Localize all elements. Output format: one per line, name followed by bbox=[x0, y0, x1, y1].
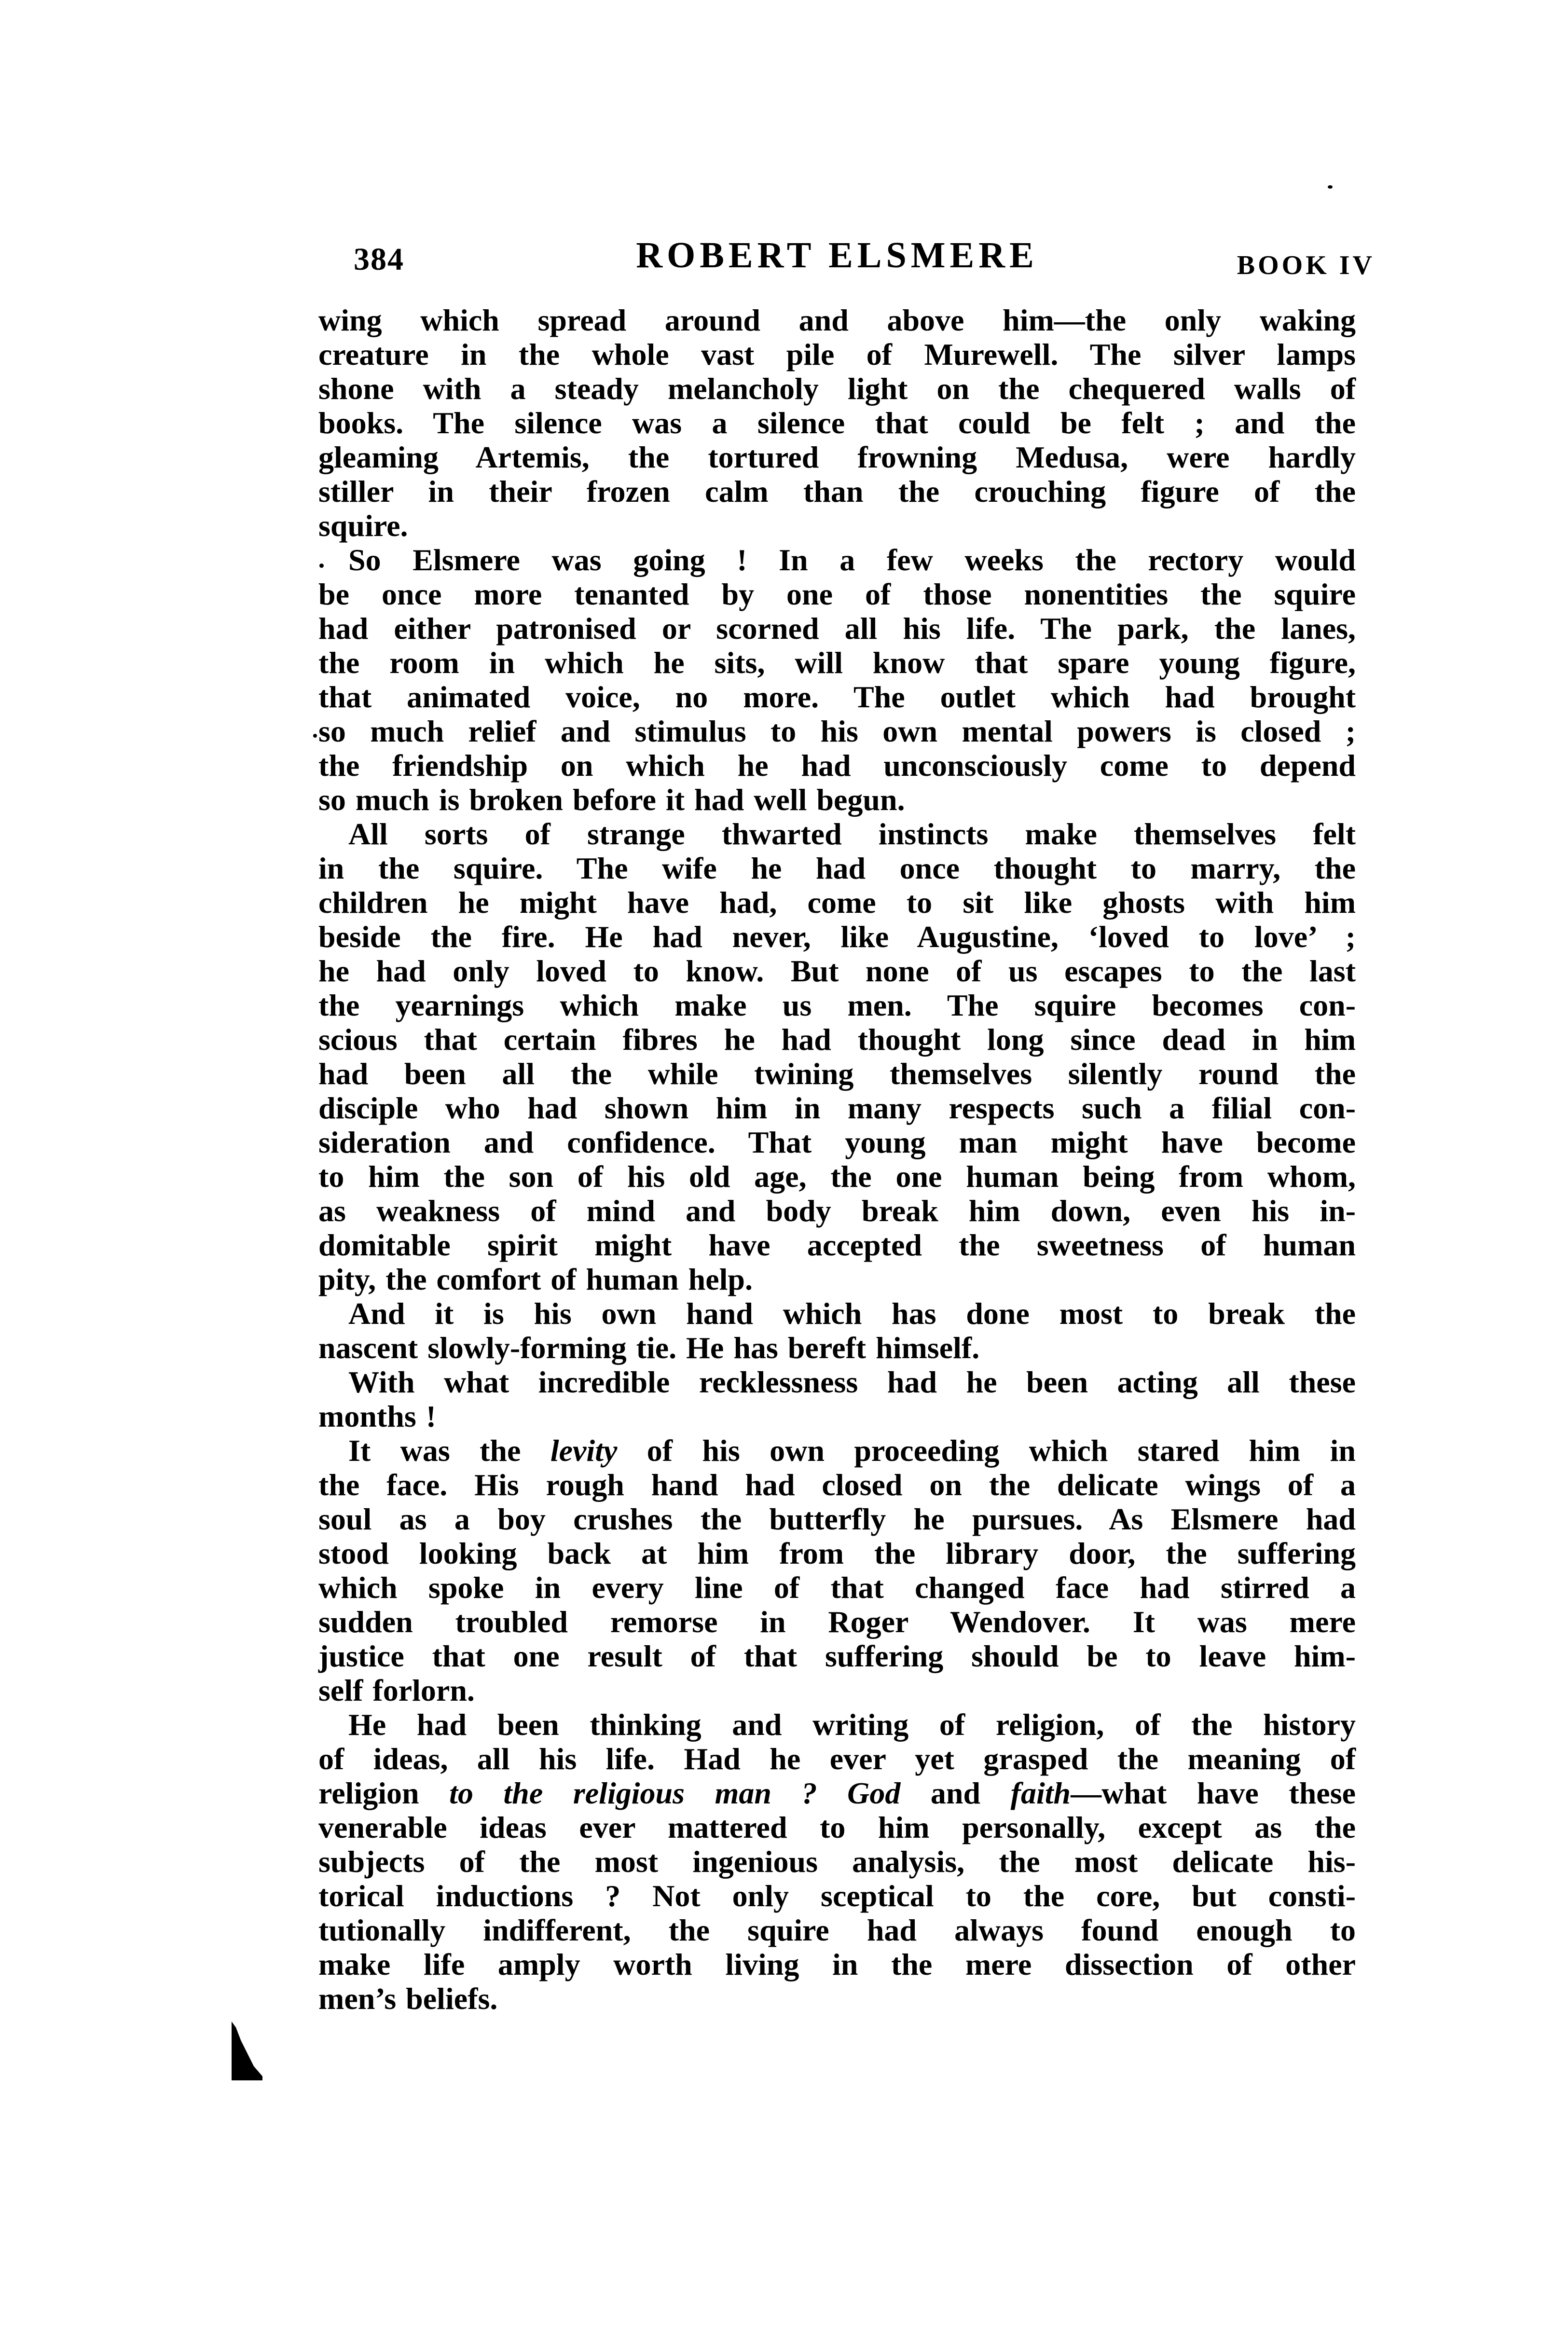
text-line bbox=[318, 1091, 1356, 1125]
text-segment: beside the fire. He had never, like Augustine, ‘loved to love’ ; bbox=[318, 920, 1356, 954]
text-line bbox=[318, 646, 1356, 680]
text-segment: the room in which he sits, will know that spare young figure, bbox=[318, 646, 1356, 680]
text-line bbox=[318, 1879, 1356, 1913]
text-segment: He had been thinking and writing of religion, of the history bbox=[348, 1707, 1356, 1742]
text-line bbox=[318, 1296, 1356, 1331]
text-segment: disciple who had shown him in many respects such a filial con- bbox=[318, 1091, 1356, 1125]
text-line bbox=[318, 1981, 1356, 2016]
text-segment: It was the bbox=[348, 1433, 550, 1468]
text-line bbox=[318, 783, 1356, 817]
text-segment: self forlorn. bbox=[318, 1673, 475, 1707]
text-segment: so much is broken before it had well begun. bbox=[318, 783, 905, 817]
text-line bbox=[318, 1125, 1356, 1159]
text-line bbox=[318, 406, 1356, 440]
text-line bbox=[318, 1399, 1356, 1433]
text-line bbox=[318, 1022, 1356, 1057]
text-line bbox=[318, 1913, 1356, 1947]
page-number: 384 bbox=[354, 242, 404, 277]
text-line bbox=[318, 1742, 1356, 1776]
text-line bbox=[318, 337, 1356, 371]
text-segment: With what incredible recklessness had he been acting all these bbox=[348, 1365, 1356, 1399]
italic-text-segment: levity bbox=[550, 1433, 618, 1468]
text-line bbox=[318, 509, 1356, 543]
text-segment: books. The silence was a silence that could be felt ; and the bbox=[318, 406, 1356, 440]
text-segment: the friendship on which he had unconsciously come to depend bbox=[318, 748, 1356, 783]
text-segment: sudden troubled remorse in Roger Wendover. It was mere bbox=[318, 1605, 1356, 1639]
text-segment: men’s beliefs. bbox=[318, 1981, 498, 2016]
text-line bbox=[318, 748, 1356, 783]
ink-speck-artifact bbox=[1328, 185, 1333, 189]
text-line bbox=[318, 920, 1356, 954]
text-segment: had been all the while twining themselves silently round the bbox=[318, 1057, 1356, 1091]
text-line bbox=[318, 1536, 1356, 1570]
text-segment: he had only loved to know. But none of us escapes to the last bbox=[318, 954, 1356, 988]
text-segment: of his own proceeding which stared him in bbox=[617, 1433, 1356, 1468]
text-segment: —what have these bbox=[1071, 1776, 1356, 1810]
text-line bbox=[318, 371, 1356, 406]
text-line bbox=[318, 817, 1356, 851]
text-segment: All sorts of strange thwarted instincts make themselves felt bbox=[348, 817, 1356, 851]
text-segment: So Elsmere was going ! In a few weeks the rectory would bbox=[348, 543, 1356, 577]
text-segment: scious that certain fibres he had thought long since dead in him bbox=[318, 1022, 1356, 1057]
text-segment: stiller in their frozen calm than the crouching figure of the bbox=[318, 474, 1356, 509]
text-line bbox=[318, 851, 1356, 885]
text-segment: the yearnings which make us men. The squire becomes con- bbox=[318, 988, 1356, 1022]
text-segment: had either patronised or scorned all his life. The park, the lanes, bbox=[318, 611, 1356, 646]
text-line bbox=[318, 1673, 1356, 1707]
text-segment: tutionally indifferent, the squire had always found enough to bbox=[318, 1913, 1356, 1947]
text-segment: as weakness of mind and body break him down, even his in- bbox=[318, 1194, 1356, 1228]
text-line bbox=[318, 1502, 1356, 1536]
text-line bbox=[318, 1776, 1356, 1810]
text-line bbox=[318, 1228, 1356, 1262]
text-segment: creature in the whole vast pile of Murewell. The silver lamps bbox=[318, 337, 1356, 371]
text-segment: pity, the comfort of human help. bbox=[318, 1262, 753, 1296]
text-line bbox=[318, 885, 1356, 920]
text-segment: the face. His rough hand had closed on the delicate wings of a bbox=[318, 1468, 1356, 1502]
text-segment: make life amply worth living in the mere dissection of other bbox=[318, 1947, 1356, 1981]
text-segment: wing which spread around and above him—the only waking bbox=[318, 303, 1356, 337]
text-line bbox=[318, 1570, 1356, 1605]
ink-blot-artifact bbox=[232, 2022, 262, 2080]
page-text bbox=[318, 303, 1356, 2016]
text-segment: which spoke in every line of that changed face had stirred a bbox=[318, 1570, 1356, 1605]
text-line bbox=[318, 1433, 1356, 1468]
text-segment: months ! bbox=[318, 1399, 437, 1433]
text-line bbox=[318, 1262, 1356, 1296]
text-line bbox=[318, 474, 1356, 509]
text-segment: stood looking back at him from the library door, the suffering bbox=[318, 1536, 1356, 1570]
text-segment: to him the son of his old age, the one human being from whom, bbox=[318, 1159, 1356, 1194]
text-segment: and bbox=[900, 1776, 1011, 1810]
text-line bbox=[318, 543, 1356, 577]
text-line bbox=[318, 440, 1356, 474]
text-segment: And it is his own hand which has done most to break the bbox=[348, 1296, 1356, 1331]
ink-speck-artifact bbox=[313, 734, 317, 738]
italic-text-segment: faith bbox=[1010, 1776, 1071, 1810]
text-segment: venerable ideas ever mattered to him personally, except as the bbox=[318, 1810, 1356, 1844]
text-segment: gleaming Artemis, the tortured frowning Medusa, were hardly bbox=[318, 440, 1356, 474]
text-line bbox=[318, 714, 1356, 748]
text-segment bbox=[817, 1776, 848, 1810]
text-line bbox=[318, 1707, 1356, 1742]
text-line bbox=[318, 1605, 1356, 1639]
text-line bbox=[318, 1810, 1356, 1844]
text-line bbox=[318, 1468, 1356, 1502]
text-segment: justice that one result of that suffering should be to leave him- bbox=[318, 1639, 1356, 1673]
running-title: ROBERT ELSMERE bbox=[636, 235, 1038, 275]
book-section-label: BOOK IV bbox=[1237, 250, 1375, 280]
text-segment: soul as a boy crushes the butterfly he pursues. As Elsmere had bbox=[318, 1502, 1356, 1536]
text-segment: shone with a steady melancholy light on the chequered walls of bbox=[318, 371, 1356, 406]
text-line bbox=[318, 1057, 1356, 1091]
text-line bbox=[318, 1159, 1356, 1194]
text-line bbox=[318, 954, 1356, 988]
text-line bbox=[318, 1639, 1356, 1673]
ink-speck-artifact bbox=[319, 564, 324, 568]
text-line bbox=[318, 1844, 1356, 1879]
text-segment: that animated voice, no more. The outlet which had brought bbox=[318, 680, 1356, 714]
text-line bbox=[318, 1947, 1356, 1981]
text-line bbox=[318, 1331, 1356, 1365]
text-segment: squire. bbox=[318, 509, 408, 543]
text-segment: torical inductions ? Not only sceptical to the core, but consti- bbox=[318, 1879, 1356, 1913]
italic-text-segment: to the religious man ? bbox=[449, 1776, 817, 1810]
text-segment: religion bbox=[318, 1776, 450, 1810]
text-segment: domitable spirit might have accepted the sweetness of human bbox=[318, 1228, 1356, 1262]
text-segment: nascent slowly-forming tie. He has bereft himself. bbox=[318, 1331, 980, 1365]
text-segment: of ideas, all his life. Had he ever yet grasped the meaning of bbox=[318, 1742, 1356, 1776]
text-line bbox=[318, 1365, 1356, 1399]
text-line bbox=[318, 1194, 1356, 1228]
text-segment: sideration and confidence. That young man might have become bbox=[318, 1125, 1356, 1159]
text-line bbox=[318, 577, 1356, 611]
text-line bbox=[318, 303, 1356, 337]
text-line bbox=[318, 680, 1356, 714]
text-segment: be once more tenanted by one of those nonentities the squire bbox=[318, 577, 1356, 611]
text-line bbox=[318, 988, 1356, 1022]
text-segment: so much relief and stimulus to his own mental powers is closed ; bbox=[318, 714, 1356, 748]
text-segment: in the squire. The wife he had once thought to marry, the bbox=[318, 851, 1356, 885]
text-segment: subjects of the most ingenious analysis, the most delicate his- bbox=[318, 1844, 1356, 1879]
text-segment: children he might have had, come to sit like ghosts with him bbox=[318, 885, 1356, 920]
italic-text-segment: God bbox=[847, 1776, 901, 1810]
text-line bbox=[318, 611, 1356, 646]
